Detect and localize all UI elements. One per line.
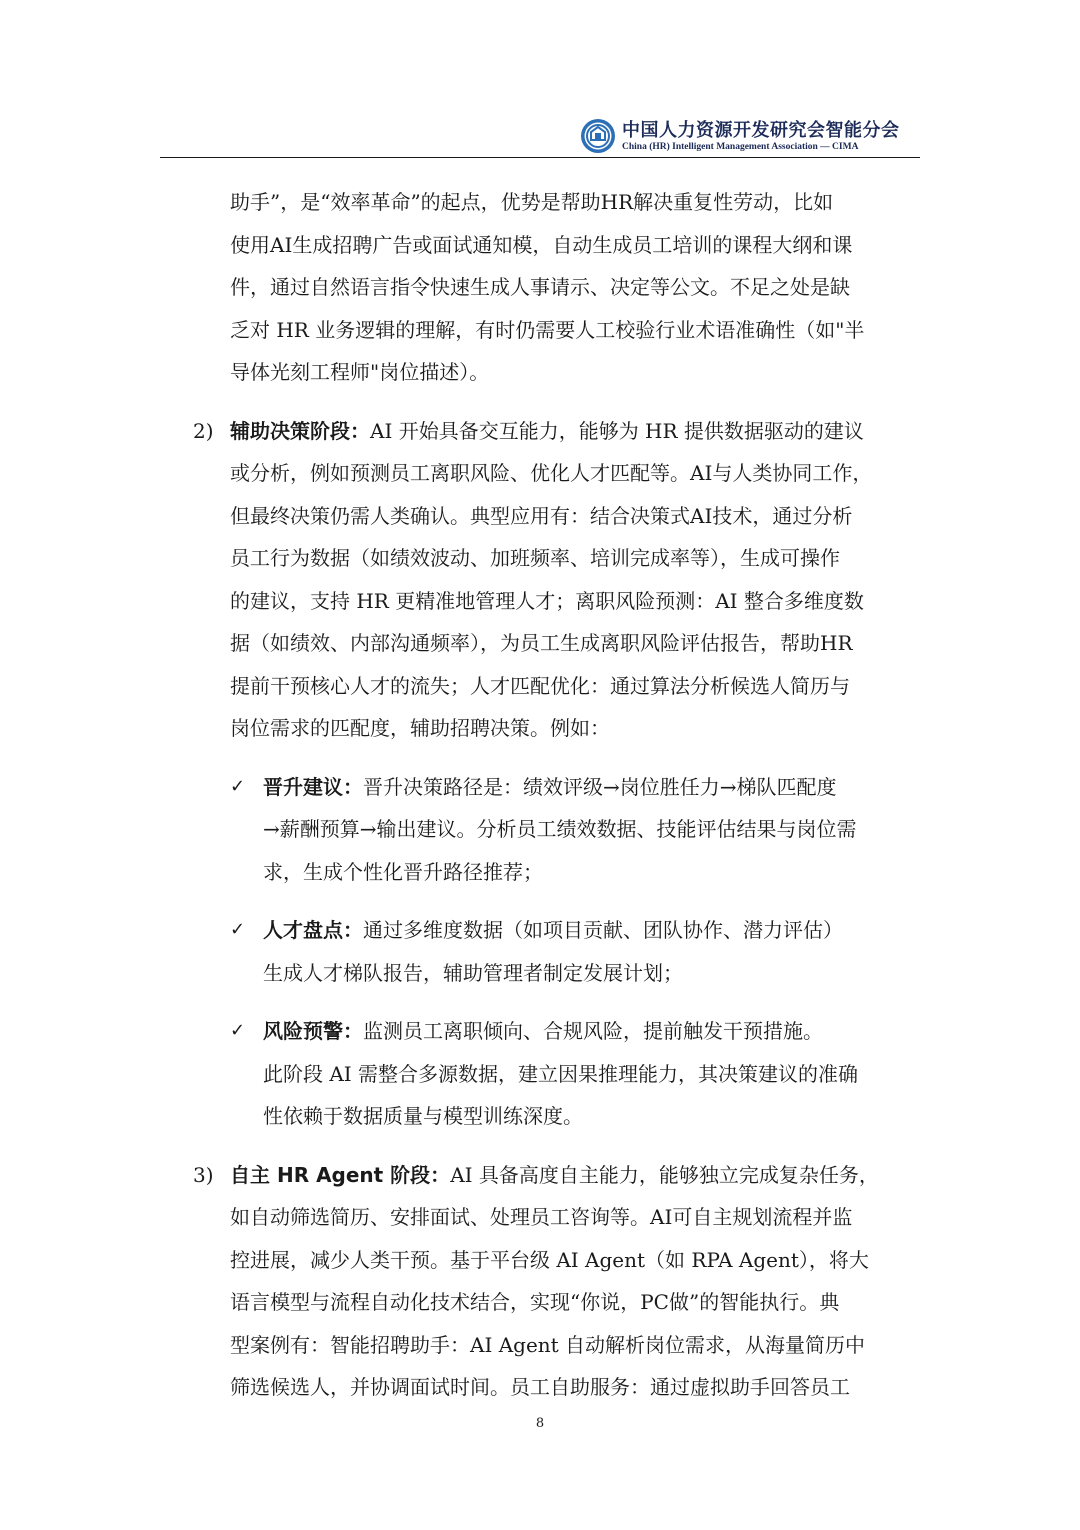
page-header	[160, 112, 920, 160]
page-body	[0, 181, 1080, 1409]
bullet-title: 人才盘点：	[263, 918, 363, 942]
cima-logo-icon	[580, 118, 616, 154]
text-line: 晋升决策路径是：绩效评级→岗位胜任力→梯队匹配度	[363, 774, 837, 799]
intro-paragraph	[0, 181, 1080, 394]
text-line: 但最终决策仍需人类确认。典型应用有：结合决策式AI技术，通过分析	[230, 503, 853, 528]
org-name-cn: 中国人力资源开发研究会智能分会	[622, 120, 900, 141]
checkmark-icon: ✓	[230, 775, 246, 797]
text-line: 或分析，例如预测员工离职风险、优化人才匹配等。AI与人类协同工作，	[230, 461, 873, 485]
bullet-item	[0, 909, 1080, 994]
text-line: 提前干预核心人才的流失；人才匹配优化：通过算法分析候选人简历与	[230, 673, 850, 698]
stage-2-title: 辅助决策阶段：	[230, 418, 370, 443]
text-line: 生成人才梯队报告，辅助管理者制定发展计划；	[263, 960, 683, 985]
text-line: 性依赖于数据质量与模型训练深度。	[263, 1104, 583, 1128]
checkmark-icon: ✓	[230, 1020, 246, 1041]
bullet-title: 晋升建议：	[263, 774, 363, 799]
page-number: 8	[535, 1416, 545, 1431]
stage-3-item	[0, 1154, 1080, 1409]
list-number: 3)	[193, 1162, 214, 1187]
text-line: 型案例有：智能招聘助手：AI Agent 自动解析岗位需求，从海量简历中	[230, 1332, 866, 1357]
text-line: 件，通过自然语言指令快速生成人事请示、决定等公文。不足之处是缺	[230, 275, 850, 299]
text-line: 岗位需求的匹配度，辅助招聘决策。例如：	[230, 716, 610, 740]
text-line: 乏对 HR 业务逻辑的理解，有时仍需要人工校验行业术语准确性（如"半	[230, 317, 865, 342]
checkmark-icon: ✓	[230, 919, 246, 940]
text-line: 通过多维度数据（如项目贡献、团队协作、潜力评估）	[363, 918, 843, 942]
stage-3-title: 自主 HR Agent 阶段：	[230, 1162, 451, 1187]
text-line: 语言模型与流程自动化技术结合，实现“你说，PC做”的智能执行。典	[230, 1290, 840, 1314]
text-line: 助手”，是“效率革命”的起点，优势是帮助HR解决重复性劳动，比如	[230, 190, 834, 214]
stage-2-item	[0, 410, 1080, 750]
list-number: 2)	[193, 418, 214, 443]
org-name-en: China (HR) Intelligent Management Association — CIMA	[622, 142, 859, 152]
text-line: 导体光刻工程师"岗位描述）。	[230, 360, 490, 384]
text-line: 筛选候选人，并协调面试时间。员工自助服务：通过虚拟助手回答员工	[230, 1375, 850, 1399]
text-line: 监测员工离职倾向、合规风险，提前触发干预措施。	[363, 1019, 823, 1043]
text-line: 求，生成个性化晋升路径推荐；	[263, 859, 543, 884]
text-line: →薪酬预算→输出建议。分析员工绩效数据、技能评估结果与岗位需	[263, 817, 857, 841]
text-line: 此阶段 AI 需整合多源数据，建立因果推理能力，其决策建议的准确	[263, 1061, 859, 1086]
text-line: 的建议，支持 HR 更精准地管理人才；离职风险预测：AI 整合多维度数	[230, 588, 864, 613]
text-line: 控进展，减少人类干预。基于平台级 AI Agent（如 RPA Agent），将大	[230, 1247, 869, 1272]
bullet-item	[0, 1010, 1080, 1138]
text-line: 使用AI生成招聘广告或面试通知模，自动生成员工培训的课程大纲和课	[230, 232, 853, 257]
bullet-title: 风险预警：	[263, 1019, 363, 1043]
text-line: 据（如绩效、内部沟通频率），为员工生成离职风险评估报告，帮助HR	[230, 631, 853, 655]
text-line: AI 具备高度自主能力，能够独立完成复杂任务，	[450, 1162, 879, 1187]
bullet-item	[0, 766, 1080, 894]
text-line: AI 开始具备交互能力，能够为 HR 提供数据驱动的建议	[370, 418, 864, 443]
header-rule	[160, 157, 920, 158]
text-line: 员工行为数据（如绩效波动、加班频率、培训完成率等），生成可操作	[230, 546, 840, 570]
text-line: 如自动筛选简历、安排面试、处理员工咨询等。AI可自主规划流程并监	[230, 1205, 853, 1229]
